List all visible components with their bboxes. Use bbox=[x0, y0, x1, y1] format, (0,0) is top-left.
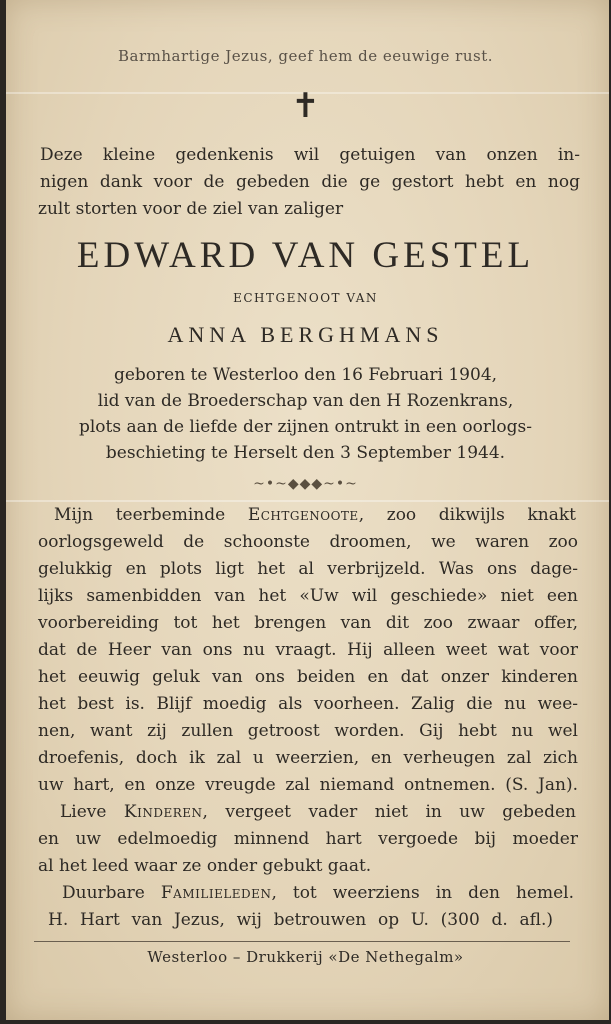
message-line: nen, want zij zullen getroost worden. Gij hebt nu wel bbox=[38, 721, 578, 741]
bio-line: plots aan de liefde der zijnen ontrukt in een oorlogs- bbox=[78, 417, 533, 437]
prayer-heading: Barmhartige Jezus, geef hem de eeuwige rust. bbox=[118, 47, 493, 65]
message-line: H. Hart van Jezus, wij betrouwen op U. (300 d. afl.) bbox=[48, 910, 553, 930]
message-line: uw hart, en onze vreugde zal niemand ontnemen. (S. Jan). bbox=[38, 775, 578, 795]
message-line: dat de Heer van ons nu vraagt. Hij alleen weet wat voor bbox=[38, 640, 578, 660]
message-line: al het leed waar ze onder gebukt gaat. bbox=[38, 856, 372, 876]
message-line: voorbereiding tot het brengen van dit zoo zwaar offer, bbox=[38, 613, 578, 633]
message-line: oorlogsgeweld de schoonste droomen, we waren zoo bbox=[38, 532, 578, 552]
message-line: Mijn teerbeminde Echtgenoote, zoo dikwijls knakt bbox=[54, 505, 577, 525]
message-line: en uw edelmoedig minnend hart vergoede bij moeder bbox=[38, 829, 578, 849]
printer-imprint: Westerloo – Drukkerij «De Nethegalm» bbox=[147, 948, 464, 966]
bio-line: lid van de Broederschap van den H Rozenkrans, bbox=[97, 391, 514, 411]
bio-line: beschieting te Herselt den 3 September 1944. bbox=[105, 443, 506, 463]
intro-line: Deze kleine gedenkenis wil getuigen van onzen in- bbox=[40, 145, 580, 165]
message-line: het eeuwig geluk van ons beiden en dat onzer kinderen bbox=[38, 667, 578, 687]
message-line: lijks samenbidden van het «Uw wil geschiede» niet een bbox=[38, 586, 578, 606]
deceased-name: EDWARD VAN GESTEL bbox=[76, 235, 535, 276]
divider-rule bbox=[34, 941, 570, 942]
ornament-divider: ~•~◆◆◆~•~ bbox=[253, 476, 358, 492]
message-line: droefenis, doch ik zal u weerzien, en verheugen zal zich bbox=[38, 748, 578, 768]
spouse-label: ECHTGENOOT VAN bbox=[233, 291, 378, 305]
spouse-name: ANNA BERGHMANS bbox=[167, 322, 444, 347]
message-line: Duurbare Familieleden, tot weerziens in den hemel. bbox=[62, 883, 575, 903]
message-line: Lieve Kinderen, vergeet vader niet in uw gebeden bbox=[60, 802, 577, 822]
intro-line: zult storten voor de ziel van zaliger bbox=[38, 199, 344, 219]
message-line: het best is. Blijf moedig als voorheen. Zalig die nu wee- bbox=[38, 694, 578, 714]
cross-icon: ✝ bbox=[291, 86, 320, 126]
message-line: gelukkig en plots ligt het al verbrijzeld. Was ons dage- bbox=[38, 559, 578, 579]
intro-line: nigen dank voor de gebeden die ge gestort hebt en nog bbox=[40, 172, 580, 192]
paper-crease bbox=[6, 500, 609, 502]
bio-line: geboren te Westerloo den 16 Februari 1904, bbox=[113, 365, 498, 385]
